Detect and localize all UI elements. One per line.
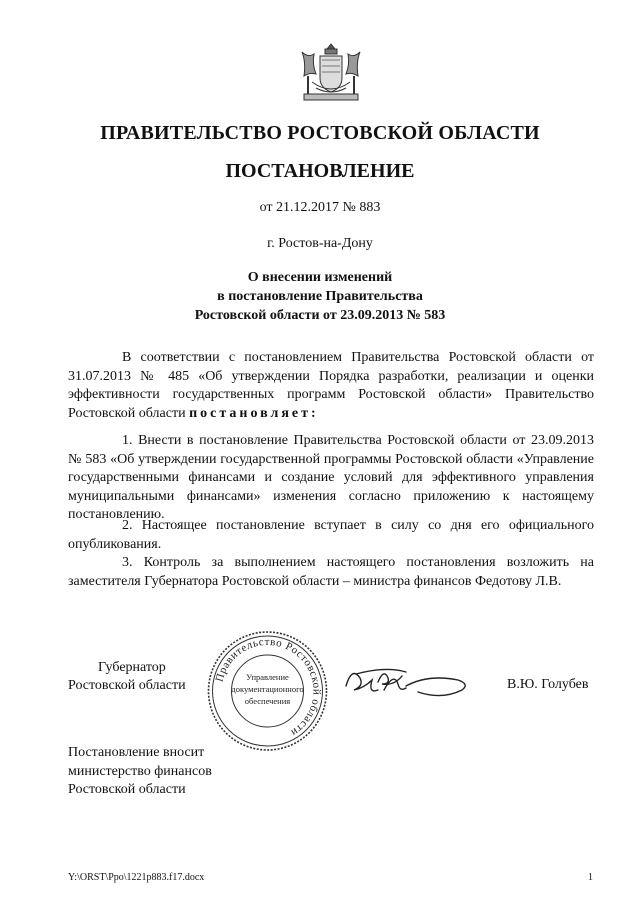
footer-page-number: 1 — [588, 872, 593, 883]
document-city: г. Ростов-на-Дону — [267, 236, 373, 251]
document-date-number: от 21.12.2017 № 883 — [259, 200, 381, 215]
stamp-center-line: Управление — [246, 672, 289, 682]
introducer-line: Ростовской области — [68, 782, 186, 797]
subject-line: в постановление Правительства — [217, 289, 423, 304]
document-type-title: ПОСТАНОВЛЕНИЕ — [225, 160, 415, 182]
signatory-title-line1: Губернатор — [98, 660, 166, 675]
handwritten-signature — [340, 656, 475, 704]
preamble-text: В соответствии с постановлением Правительства Ростовской области от 31.07.2013 № 485 «Об утверждении Порядка разработки, реализации и оценки эффективности государственных программ Ростовской области» Правительство Ростовской области — [68, 350, 594, 421]
stamp-center-line: обеспечения — [244, 696, 291, 706]
signatory-name: В.Ю. Голубев — [507, 677, 589, 692]
coat-of-arms-icon — [292, 38, 370, 106]
stamp-ring-text: Правительство Ростовской области — [213, 635, 323, 739]
introducer-block — [68, 744, 212, 800]
document-subject — [0, 268, 640, 325]
introducer-line: Постановление вносит — [68, 745, 205, 760]
decree-word: постановляет: — [189, 405, 319, 421]
signatory-title-line2: Ростовской области — [68, 678, 186, 693]
stamp-center-line: документационного — [231, 684, 304, 694]
introducer-line: министерство финансов — [68, 763, 212, 779]
official-stamp — [205, 630, 330, 752]
decree-item-1: 1. Внести в постановление Правительства Ростовской области от 23.09.2013 № 583 «Об утверждении государственной программы Ростовской области «Управление государственными финансами и создание условий для эффективного управления муниципальными финансами» изменения согласно приложению к настоящему постановлению. — [68, 433, 594, 522]
footer-file-path: Y:\ORST\Ppo\1221p883.f17.docx — [68, 872, 205, 883]
subject-line: Ростовской области от 23.09.2013 № 583 — [194, 308, 446, 323]
preamble-paragraph — [68, 349, 594, 423]
government-title: ПРАВИТЕЛЬСТВО РОСТОВСКОЙ ОБЛАСТИ — [100, 122, 540, 144]
decree-item-3: 3. Контроль за выполнением настоящего постановления возложить на заместителя Губернатора Ростовской области – министра финансов Федотову Л.В. — [68, 555, 594, 589]
decree-item-2: 2. Настоящее постановление вступает в силу со дня его официального опубликования. — [68, 518, 594, 552]
subject-line: О внесении изменений — [247, 270, 393, 285]
